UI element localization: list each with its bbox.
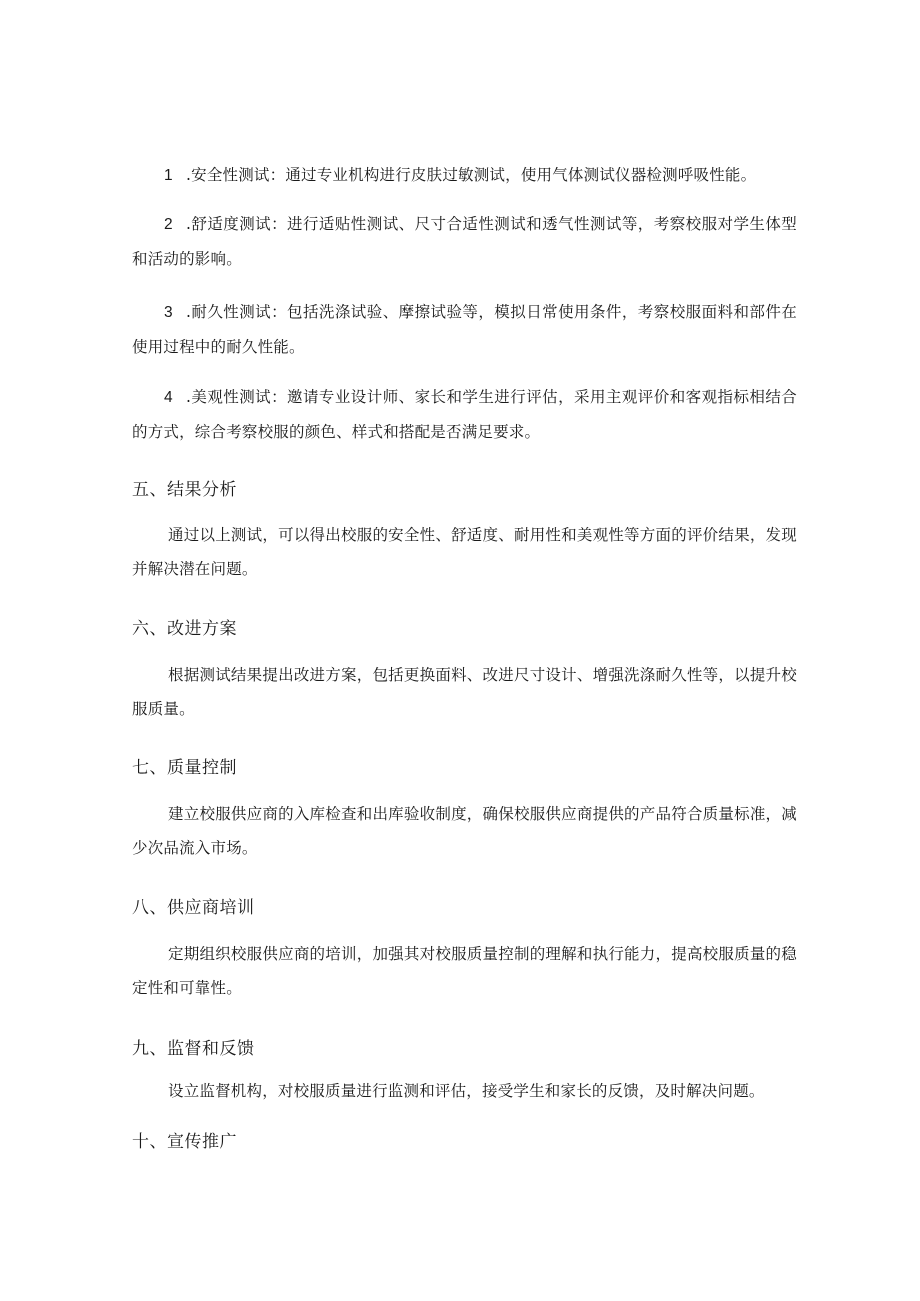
section-text: 定期组织校服供应商的培训，加强其对校服质量控制的理解和执行能力，提高校服质量的稳定性和可靠性。 bbox=[132, 945, 797, 997]
section-text: 根据测试结果提出改进方案，包括更换面料、改进尺寸设计、增强洗涤耐久性等，以提升校服质量。 bbox=[132, 666, 797, 718]
section-body-supervision bbox=[132, 1074, 797, 1108]
item-number: 4 bbox=[164, 389, 173, 406]
section-text: 建立校服供应商的入库检查和出库验收制度，确保校服供应商提供的产品符合质量标准，减少次品流入市场。 bbox=[132, 805, 797, 857]
item-number: 2 bbox=[164, 216, 173, 233]
section-text: 设立监督机构，对校服质量进行监测和评估，接受学生和家长的反馈，及时解决问题。 bbox=[168, 1082, 765, 1100]
section-heading-supervision: 九、监督和反馈 bbox=[132, 1039, 255, 1059]
list-item-safety-test bbox=[132, 158, 797, 193]
section-body-results bbox=[132, 518, 797, 586]
section-body-supplier-training bbox=[132, 937, 797, 1005]
section-heading-supplier-training: 八、供应商培训 bbox=[132, 898, 255, 918]
item-text: .舒适度测试：进行适贴性测试、尺寸合适性测试和透气性测试等，考察校服对学生体型和活动的影响。 bbox=[132, 215, 797, 268]
section-heading-promotion: 十、宣传推广 bbox=[132, 1132, 237, 1152]
item-text: .安全性测试：通过专业机构进行皮肤过敏测试，使用气体测试仪器检测呼吸性能。 bbox=[186, 166, 757, 184]
list-item-comfort-test bbox=[132, 207, 797, 276]
section-heading-results: 五、结果分析 bbox=[132, 480, 237, 500]
section-body-quality-control bbox=[132, 797, 797, 865]
section-text: 通过以上测试，可以得出校服的安全性、舒适度、耐用性和美观性等方面的评价结果，发现并解决潜在问题。 bbox=[132, 526, 797, 578]
section-heading-improvement: 六、改进方案 bbox=[132, 619, 237, 639]
item-number: 3 bbox=[164, 304, 173, 321]
item-text: .耐久性测试：包括洗涤试验、摩擦试验等，模拟日常使用条件，考察校服面料和部件在使用过程中的耐久性能。 bbox=[132, 303, 797, 356]
list-item-appearance-test bbox=[132, 380, 797, 449]
item-number: 1 bbox=[164, 167, 173, 184]
list-item-durability-test bbox=[132, 295, 797, 364]
section-body-improvement bbox=[132, 658, 797, 726]
item-text: .美观性测试：邀请专业设计师、家长和学生进行评估，采用主观评价和客观指标相结合的方式，综合考察校服的颜色、样式和搭配是否满足要求。 bbox=[132, 388, 797, 441]
section-heading-quality-control: 七、质量控制 bbox=[132, 758, 237, 778]
